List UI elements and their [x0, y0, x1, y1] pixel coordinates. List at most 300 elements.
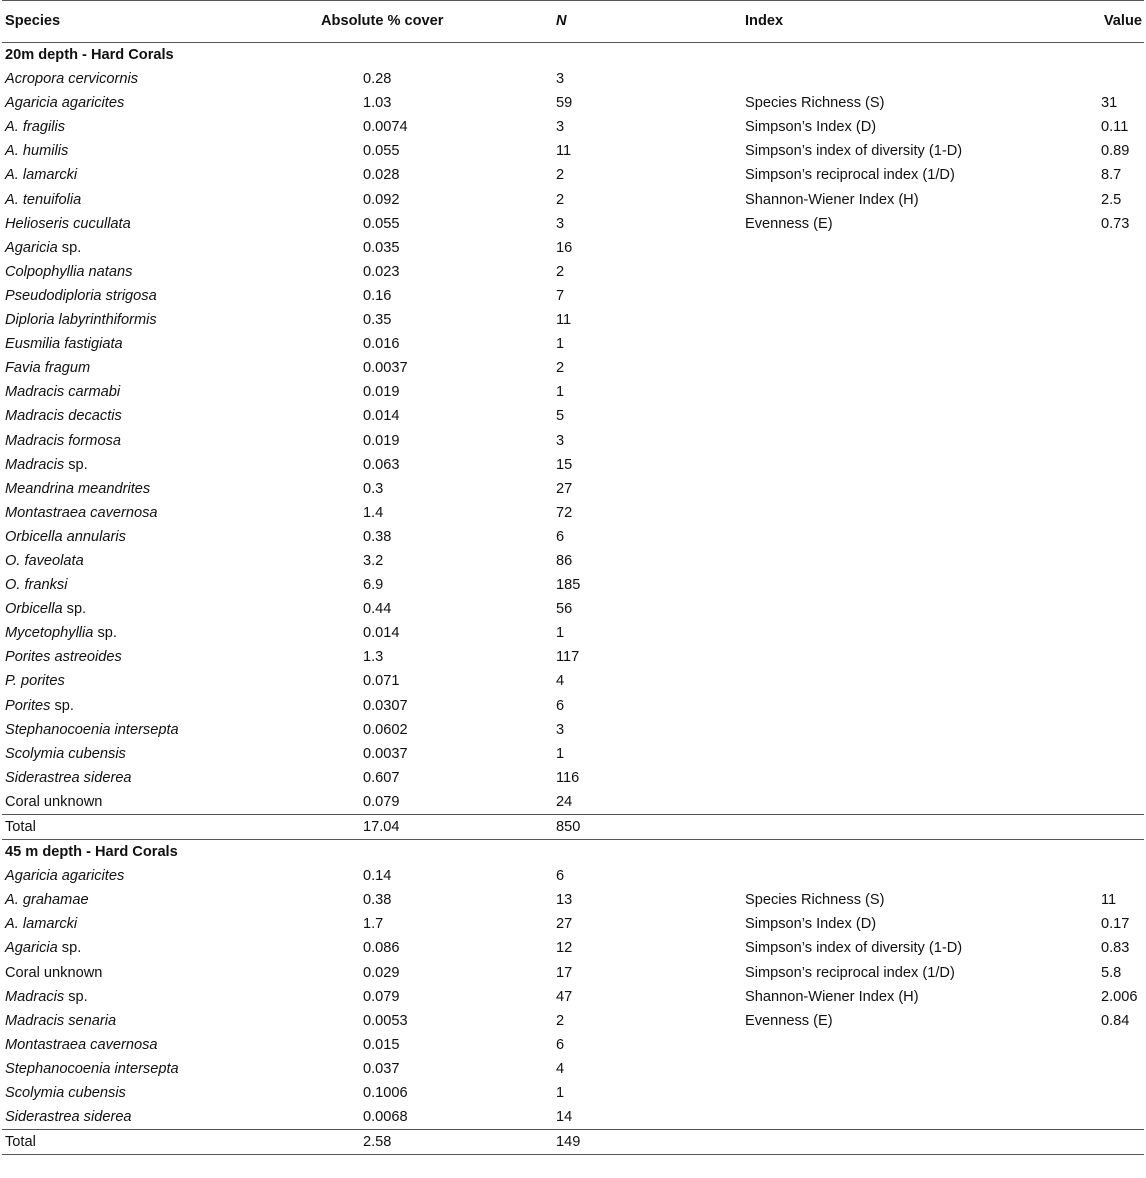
species-cell	[2, 477, 318, 501]
table-row	[2, 429, 1144, 453]
n-cell: 4	[556, 1060, 565, 1077]
species-name: Madracis carmabi	[5, 384, 121, 401]
species-name: A. lamarcki	[5, 916, 78, 933]
cover-cell: 0.0037	[363, 360, 408, 377]
table-row	[2, 1057, 1144, 1081]
species-cell	[2, 429, 318, 453]
species-cell	[2, 404, 318, 428]
species-cell	[2, 742, 318, 766]
index-name-cell	[742, 308, 1098, 332]
species-name: A. humilis	[5, 143, 69, 160]
index-name-cell	[742, 67, 1098, 91]
table-row	[2, 888, 1144, 912]
cover-cell: 3.2	[363, 552, 384, 569]
species-name: P. porites	[5, 673, 65, 690]
section-title-row	[2, 840, 1144, 865]
n-cell: 72	[556, 504, 573, 521]
index-value-cell	[1098, 1033, 1144, 1057]
species-name: Helioseris cucullata	[5, 215, 131, 232]
index-value-cell	[1098, 790, 1144, 815]
n-cell: 2	[556, 191, 565, 208]
index-name-cell	[742, 549, 1098, 573]
species-cell	[2, 549, 318, 573]
cover-cell: 0.019	[363, 432, 400, 449]
n-cell: 27	[556, 916, 573, 933]
cover-cell: 0.0602	[363, 721, 408, 738]
index-value-cell	[1098, 260, 1144, 284]
species-suffix: sp.	[62, 601, 87, 618]
index-value-cell	[1098, 308, 1144, 332]
species-cell	[2, 139, 318, 163]
table-row	[2, 742, 1144, 766]
cover-cell: 0.0068	[363, 1109, 408, 1126]
species-name: Pseudodiploria strigosa	[5, 287, 157, 304]
index-value-cell	[1098, 645, 1144, 669]
table-row	[2, 284, 1144, 308]
cover-cell: 0.023	[363, 263, 400, 280]
index-name-cell	[742, 742, 1098, 766]
n-cell: 59	[556, 95, 573, 112]
cover-cell: 0.028	[363, 167, 400, 184]
cover-cell: 0.016	[363, 336, 400, 353]
species-name: Madracis	[5, 456, 65, 473]
n-cell: 2	[556, 360, 565, 377]
n-cell: 11	[556, 312, 572, 329]
cover-cell: 0.0037	[363, 745, 408, 762]
index-value-cell	[1098, 453, 1144, 477]
index-name-cell	[742, 645, 1098, 669]
index-name-cell	[742, 356, 1098, 380]
table-row	[2, 163, 1144, 187]
value-column-header: Value	[1098, 1, 1144, 43]
index-value-cell: 0.17	[1101, 916, 1130, 933]
species-cell	[2, 284, 318, 308]
index-value-cell: 0.84	[1101, 1012, 1130, 1029]
cover-cell: 1.3	[363, 649, 384, 666]
total-row	[2, 1130, 1144, 1155]
species-cell	[2, 912, 318, 936]
index-column-header: Index	[742, 1, 1098, 43]
species-name: Madracis senaria	[5, 1012, 117, 1029]
index-name-cell	[742, 429, 1098, 453]
n-cell: 6	[556, 697, 565, 714]
table-row	[2, 1033, 1144, 1057]
coral-cover-table	[2, 0, 1144, 1155]
cover-cell: 0.0074	[363, 119, 408, 136]
species-name: Mycetophyllia	[5, 625, 94, 642]
cover-cell: 0.607	[363, 769, 400, 786]
n-column-header: N	[556, 1, 742, 43]
species-cell	[2, 115, 318, 139]
cover-cell: 0.0307	[363, 697, 408, 714]
n-cell: 4	[556, 673, 565, 690]
cover-cell: 0.14	[363, 868, 392, 885]
index-value-cell: 0.73	[1101, 215, 1130, 232]
table-row	[2, 621, 1144, 645]
n-cell: 16	[556, 239, 573, 256]
species-name: Madracis formosa	[5, 432, 121, 449]
index-name-cell	[742, 573, 1098, 597]
index-value-cell	[1098, 404, 1144, 428]
index-name-cell: Evenness (E)	[745, 215, 833, 232]
header-row	[2, 1, 1144, 43]
index-value-cell	[1098, 1081, 1144, 1105]
species-name: Siderastrea siderea	[5, 1109, 132, 1126]
species-name: Agaricia agaricites	[5, 868, 125, 885]
table-row	[2, 669, 1144, 693]
species-suffix: sp.	[50, 697, 74, 714]
species-cell	[2, 573, 318, 597]
index-name-cell	[742, 864, 1098, 888]
species-cell	[2, 356, 318, 380]
species-cell	[2, 1033, 318, 1057]
table-row	[2, 645, 1144, 669]
cover-cell: 0.16	[363, 287, 392, 304]
n-cell: 24	[556, 793, 573, 810]
table-row	[2, 67, 1144, 91]
index-name-cell	[742, 815, 1098, 840]
index-value-cell	[1098, 332, 1144, 356]
cover-cell: 0.1006	[363, 1085, 408, 1102]
table-row	[2, 139, 1144, 163]
species-name: Coral unknown	[5, 793, 103, 810]
n-cell: 15	[556, 456, 573, 473]
table-row	[2, 549, 1144, 573]
species-cell	[2, 453, 318, 477]
total-n: 850	[556, 815, 742, 840]
index-value-cell	[1098, 766, 1144, 790]
index-value-cell	[1098, 694, 1144, 718]
index-name-cell: Evenness (E)	[745, 1012, 833, 1029]
species-suffix: sp.	[64, 988, 88, 1005]
index-value-cell	[1098, 549, 1144, 573]
species-cell	[2, 1009, 318, 1033]
index-name-cell: Simpson’s index of diversity (1-D)	[745, 940, 963, 957]
species-cell	[2, 936, 318, 960]
total-cover: 17.04	[318, 815, 556, 840]
cover-cell: 0.3	[363, 480, 384, 497]
index-value-cell: 0.11	[1101, 119, 1129, 136]
table-row	[2, 356, 1144, 380]
species-cell	[2, 1105, 318, 1130]
species-name: Acropora cervicornis	[5, 71, 139, 88]
table-row	[2, 912, 1144, 936]
species-name: Stephanocoenia intersepta	[5, 1060, 179, 1077]
index-name-cell: Simpson’s Index (D)	[745, 119, 877, 136]
index-name-cell	[742, 404, 1098, 428]
index-value-cell	[1098, 477, 1144, 501]
n-cell: 56	[556, 601, 573, 618]
index-value-cell	[1098, 1130, 1144, 1155]
species-name: A. fragilis	[5, 119, 66, 136]
n-cell: 2	[556, 1012, 565, 1029]
index-name-cell	[742, 260, 1098, 284]
index-name-cell: Shannon-Wiener Index (H)	[745, 191, 919, 208]
index-value-cell	[1098, 1057, 1144, 1081]
index-value-cell	[1098, 429, 1144, 453]
table-row	[2, 260, 1144, 284]
n-cell: 185	[556, 577, 581, 594]
n-cell: 11	[556, 143, 572, 160]
species-name: A. lamarcki	[5, 167, 78, 184]
cover-cell: 1.7	[363, 916, 384, 933]
cover-column-header: Absolute % cover	[318, 1, 556, 43]
n-cell: 1	[556, 336, 565, 353]
n-cell: 3	[556, 119, 565, 136]
index-name-cell	[742, 453, 1098, 477]
n-cell: 13	[556, 892, 573, 909]
index-name-cell: Simpson’s reciprocal index (1/D)	[745, 964, 955, 981]
index-value-cell: 2.5	[1101, 191, 1122, 208]
index-value-cell: 31	[1101, 95, 1118, 112]
species-name: Scolymia cubensis	[5, 745, 126, 762]
index-name-cell	[742, 525, 1098, 549]
index-name-cell	[742, 790, 1098, 815]
species-cell	[2, 694, 318, 718]
table-row	[2, 115, 1144, 139]
index-value-cell	[1098, 356, 1144, 380]
table-row	[2, 985, 1144, 1009]
table-row	[2, 404, 1144, 428]
index-value-cell	[1098, 525, 1144, 549]
species-name: Madracis	[5, 988, 65, 1005]
species-name: Agaricia	[5, 239, 58, 256]
index-name-cell	[742, 1105, 1098, 1130]
table-row	[2, 694, 1144, 718]
table-row	[2, 212, 1144, 236]
species-cell	[2, 718, 318, 742]
species-cell	[2, 766, 318, 790]
table-row	[2, 308, 1144, 332]
cover-cell: 0.38	[363, 528, 392, 545]
index-value-cell: 0.83	[1101, 940, 1130, 957]
table-row	[2, 718, 1144, 742]
species-cell	[2, 864, 318, 888]
index-value-cell	[1098, 380, 1144, 404]
species-name: Stephanocoenia intersepta	[5, 721, 179, 738]
n-cell: 2	[556, 167, 565, 184]
index-name-cell: Species Richness (S)	[745, 95, 885, 112]
species-cell	[2, 67, 318, 91]
index-name-cell	[742, 236, 1098, 260]
species-cell	[2, 380, 318, 404]
table-header	[2, 1, 1144, 43]
species-column-header: Species	[2, 1, 318, 43]
index-value-cell	[1098, 718, 1144, 742]
species-cell	[2, 260, 318, 284]
table-row	[2, 236, 1144, 260]
species-cell	[2, 501, 318, 525]
species-suffix: sp.	[93, 625, 117, 642]
species-name: Scolymia cubensis	[5, 1085, 126, 1102]
n-cell: 86	[556, 552, 573, 569]
species-cell	[2, 188, 318, 212]
table-row	[2, 501, 1144, 525]
n-cell: 6	[556, 1036, 565, 1053]
n-cell: 3	[556, 215, 565, 232]
index-value-cell	[1098, 236, 1144, 260]
n-cell: 1	[556, 1085, 565, 1102]
species-cell	[2, 961, 318, 985]
species-name: Porites	[5, 697, 51, 714]
index-value-cell: 2.006	[1101, 988, 1138, 1005]
species-name: Montastraea cavernosa	[5, 1036, 158, 1053]
n-cell: 2	[556, 263, 565, 280]
index-name-cell	[742, 694, 1098, 718]
species-cell	[2, 888, 318, 912]
table-row	[2, 597, 1144, 621]
index-name-cell	[742, 332, 1098, 356]
cover-cell: 6.9	[363, 577, 384, 594]
index-value-cell	[1098, 864, 1144, 888]
species-name: Diploria labyrinthiformis	[5, 312, 157, 329]
species-name: A. grahamae	[5, 892, 89, 909]
index-value-cell	[1098, 1105, 1144, 1130]
cover-cell: 0.014	[363, 625, 400, 642]
index-name-cell	[742, 1130, 1098, 1155]
total-label: Total	[2, 815, 318, 840]
table-row	[2, 864, 1144, 888]
table-row	[2, 1105, 1144, 1130]
n-cell: 47	[556, 988, 573, 1005]
species-cell	[2, 645, 318, 669]
index-name-cell	[742, 1081, 1098, 1105]
n-cell: 3	[556, 721, 565, 738]
index-value-cell	[1098, 742, 1144, 766]
cover-cell: 0.35	[363, 312, 392, 329]
species-cell	[2, 597, 318, 621]
species-suffix: sp.	[64, 456, 88, 473]
species-cell	[2, 1081, 318, 1105]
index-value-cell: 5.8	[1101, 964, 1122, 981]
table-row	[2, 380, 1144, 404]
species-cell	[2, 790, 318, 815]
species-name: Coral unknown	[5, 964, 103, 981]
index-value-cell	[1098, 597, 1144, 621]
species-name: O. faveolata	[5, 552, 84, 569]
table-row	[2, 477, 1144, 501]
species-cell	[2, 308, 318, 332]
index-value-cell	[1098, 67, 1144, 91]
n-cell: 3	[556, 71, 565, 88]
table-row	[2, 961, 1144, 985]
index-name-cell	[742, 621, 1098, 645]
cover-cell: 0.015	[363, 1036, 400, 1053]
species-name: Agaricia agaricites	[5, 95, 125, 112]
n-cell: 6	[556, 528, 565, 545]
species-suffix: sp.	[57, 239, 82, 256]
species-cell	[2, 1057, 318, 1081]
table-row	[2, 936, 1144, 960]
cover-cell: 0.079	[363, 988, 400, 1005]
table-row	[2, 91, 1144, 115]
species-cell	[2, 621, 318, 645]
index-value-cell: 11	[1101, 892, 1117, 909]
cover-cell: 0.28	[363, 71, 392, 88]
species-name: Meandrina meandrites	[5, 480, 151, 497]
index-name-cell: Simpson’s index of diversity (1-D)	[745, 143, 963, 160]
n-cell: 117	[556, 649, 580, 666]
species-suffix: sp.	[57, 940, 82, 957]
index-name-cell: Simpson’s reciprocal index (1/D)	[745, 167, 955, 184]
species-name: Porites astreoides	[5, 649, 122, 666]
table-row	[2, 188, 1144, 212]
index-name-cell	[742, 284, 1098, 308]
cover-cell: 0.086	[363, 940, 400, 957]
index-name-cell	[742, 1033, 1098, 1057]
index-name-cell: Species Richness (S)	[745, 892, 885, 909]
table-row	[2, 453, 1144, 477]
cover-cell: 0.055	[363, 215, 400, 232]
species-name: Orbicella annularis	[5, 528, 126, 545]
species-name: Favia fragum	[5, 360, 91, 377]
total-n: 149	[556, 1130, 742, 1155]
index-name-cell: Shannon-Wiener Index (H)	[745, 988, 919, 1005]
species-name: Colpophyllia natans	[5, 263, 133, 280]
index-value-cell	[1098, 669, 1144, 693]
index-value-cell	[1098, 573, 1144, 597]
species-name: Orbicella	[5, 601, 63, 618]
cover-cell: 0.44	[363, 601, 392, 618]
table-row	[2, 1009, 1144, 1033]
species-cell	[2, 163, 318, 187]
table-row	[2, 1081, 1144, 1105]
n-cell: 1	[556, 625, 565, 642]
cover-cell: 0.063	[363, 456, 400, 473]
species-name: Eusmilia fastigiata	[5, 336, 123, 353]
species-cell	[2, 212, 318, 236]
cover-cell: 0.0053	[363, 1012, 408, 1029]
index-name-cell	[742, 501, 1098, 525]
index-name-cell	[742, 766, 1098, 790]
species-name: Siderastrea siderea	[5, 769, 132, 786]
total-cover: 2.58	[318, 1130, 556, 1155]
index-name-cell	[742, 477, 1098, 501]
n-cell: 1	[556, 384, 565, 401]
cover-cell: 1.03	[363, 95, 392, 112]
n-cell: 1	[556, 745, 565, 762]
table-row	[2, 525, 1144, 549]
total-label: Total	[2, 1130, 318, 1155]
n-cell: 27	[556, 480, 573, 497]
species-name: O. franksi	[5, 577, 68, 594]
index-value-cell: 0.89	[1101, 143, 1130, 160]
cover-cell: 0.38	[363, 892, 392, 909]
section-title: 45 m depth - Hard Corals	[5, 844, 178, 861]
table-row	[2, 790, 1144, 815]
n-cell: 3	[556, 432, 565, 449]
index-value-cell	[1098, 815, 1144, 840]
species-name: Agaricia	[5, 940, 58, 957]
index-value-cell	[1098, 621, 1144, 645]
table-row	[2, 332, 1144, 356]
species-cell	[2, 525, 318, 549]
index-value-cell	[1098, 501, 1144, 525]
section-title: 20m depth - Hard Corals	[5, 47, 174, 63]
table-row	[2, 766, 1144, 790]
cover-cell: 1.4	[363, 504, 384, 521]
index-name-cell: Simpson’s Index (D)	[745, 916, 877, 933]
cover-cell: 0.029	[363, 964, 400, 981]
species-name: A. tenuifolia	[5, 191, 82, 208]
index-name-cell	[742, 669, 1098, 693]
n-cell: 6	[556, 868, 565, 885]
index-name-cell	[742, 597, 1098, 621]
species-cell	[2, 91, 318, 115]
cover-cell: 0.035	[363, 239, 400, 256]
index-value-cell: 8.7	[1101, 167, 1122, 184]
species-cell	[2, 236, 318, 260]
